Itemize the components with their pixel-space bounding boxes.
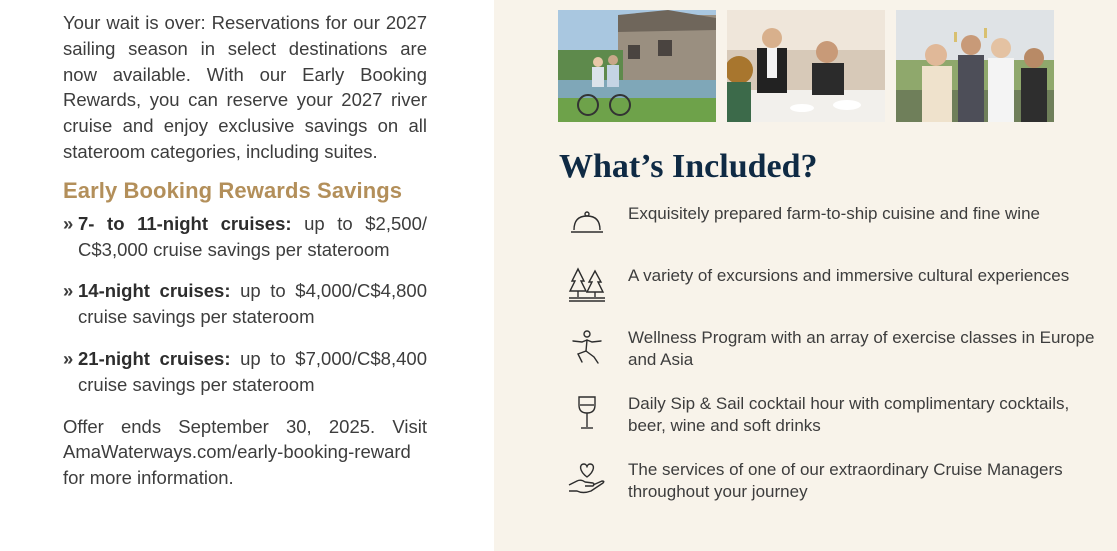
savings-list [63, 211, 427, 398]
savings-title: Early Booking Rewards Savings [63, 177, 403, 203]
wine-glass-icon [567, 393, 607, 433]
included-text: Daily Sip & Sail cocktail hour with complimentary cocktails, beer, wine and soft drinks [628, 394, 1070, 435]
heart-hand-icon [567, 459, 607, 499]
savings-text: up to $2,500/ C$3,000 cruise savings per stateroom [78, 212, 427, 260]
included-title: What’s Included? [559, 148, 818, 185]
savings-item [63, 346, 427, 398]
savings-text: up to $7,000/C$8,400 cruise savings per stateroom [78, 347, 427, 395]
included-item [567, 459, 1107, 503]
cloche-icon [567, 203, 607, 243]
included-text: A variety of excursions and immersive cultural experiences [628, 266, 1070, 285]
included-text: Exquisitely prepared farm-to-ship cuisine and fine wine [628, 204, 1040, 223]
trees-icon [567, 265, 607, 305]
bullet-glyph: » [63, 280, 74, 302]
intro-paragraph: Your wait is over: Reservations for our 2027 sailing season in select destinations are now available. With our Early Booking Rewards, you can reserve your 2027 river cruise and enjoy exclusive savings on all stateroom categories, including suites. [63, 12, 427, 162]
savings-item [63, 211, 427, 263]
savings-item [63, 278, 427, 330]
savings-label: 21-night cruises: [78, 347, 231, 369]
included-item [567, 265, 1107, 305]
photo-cyclists-riverside [558, 10, 716, 122]
photo-friends-toasting [896, 10, 1054, 122]
included-item [567, 393, 1107, 437]
included-text: The services of one of our extraordinary Cruise Managers throughout your journey [628, 460, 1063, 501]
offer-paragraph: Offer ends September 30, 2025. Visit AmaWaterways.com/early-booking-reward for more information. [63, 415, 427, 489]
photo-dining-service [727, 10, 885, 122]
included-list [567, 203, 1107, 525]
included-panel [494, 0, 1117, 551]
savings-label: 7- to 11-night cruises: [78, 212, 292, 234]
yoga-icon [567, 327, 607, 367]
savings-label: 14-night cruises: [78, 280, 231, 302]
bullet-glyph: » [63, 212, 74, 234]
included-text: Wellness Program with an array of exercise classes in Europe and Asia [628, 328, 1095, 369]
savings-text: up to $4,000/C$4,800 cruise savings per stateroom [78, 280, 427, 328]
bullet-glyph: » [63, 347, 74, 369]
left-column [63, 10, 427, 491]
included-item [567, 203, 1107, 243]
photo-strip [558, 10, 1054, 122]
included-item [567, 327, 1107, 371]
